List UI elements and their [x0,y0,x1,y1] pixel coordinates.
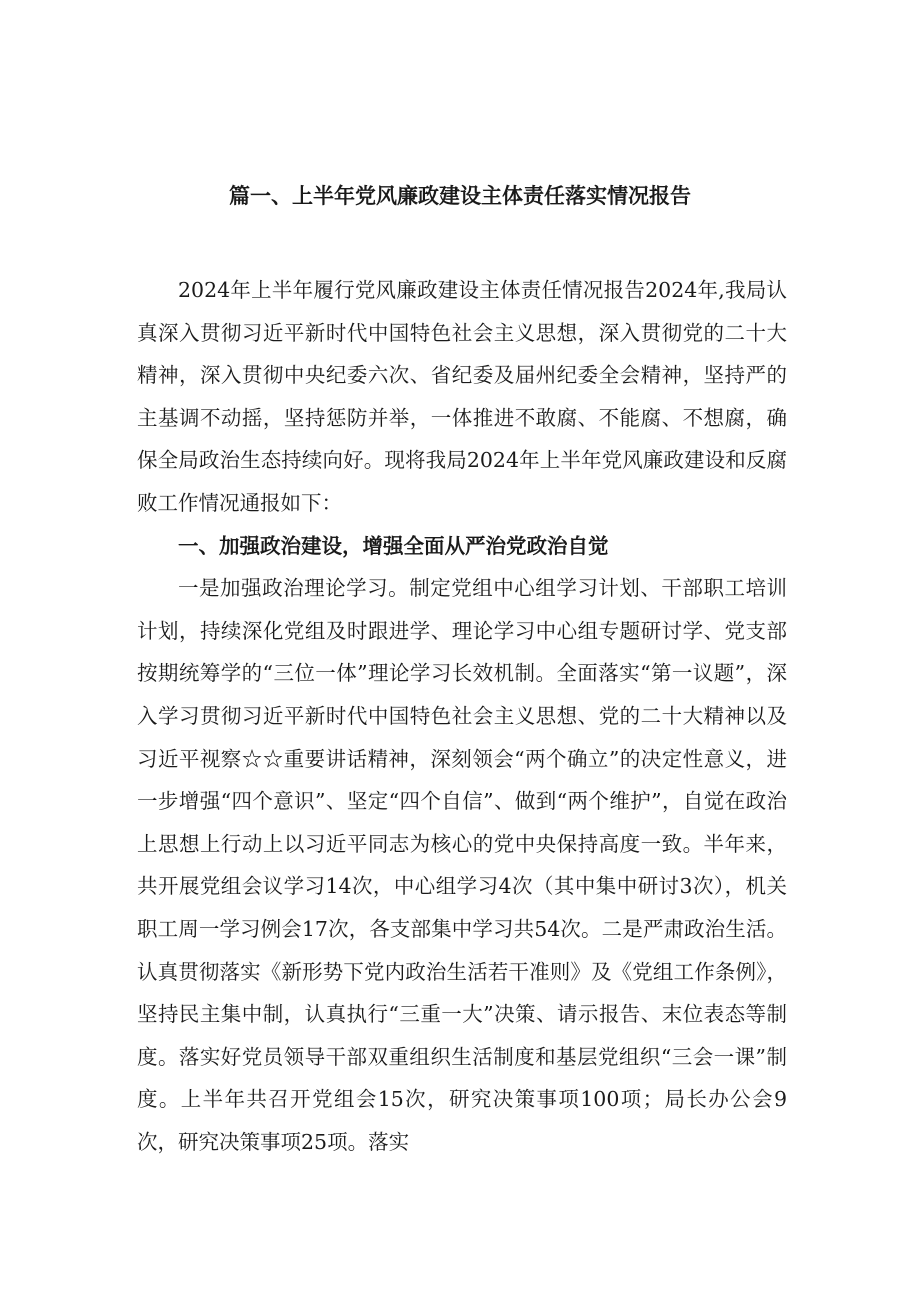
intro-paragraph: 2024年上半年履行党风廉政建设主体责任情况报告2024年,我局认真深入贯彻习近平新时代中国特色社会主义思想，深入贯彻党的二十大精神，深入贯彻中央纪委六次、省纪委及届州纪委全会精神，坚持严的主基调不动摇，坚持惩防并举，一体推进不敢腐、不能腐、不想腐，确保全局政治生态持续向好。现将我局2024年上半年党风廉政建设和反腐败工作情况通报如下： [137,278,787,515]
document-title: 篇一、上半年党风廉政建设主体责任落实情况报告 [229,184,691,208]
section-heading-1: 一、加强政治建设，增强全面从严治党政治自觉 [178,533,609,558]
section-1-paragraph: 一是加强政治理论学习。制定党组中心组学习计划、干部职工培训计划，持续深化党组及时跟进学、理论学习中心组专题研讨学、党支部按期统筹学的“三位一体”理论学习长效机制。全面落实“第一议题”，深入学习贯彻习近平新时代中国特色社会主义思想、党的二十大精神以及习近平视察☆☆重要讲话精神，深刻领会“两个确立”的决定性意义，进一步增强“四个意识”、坚定“四个自信”、做到“两个维护”，自觉在政治上思想上行动上以习近平同志为核心的党中央保持高度一致。半年来，共开展党组会议学习14次，中心组学习4次（其中集中研讨3次），机关职工周一学习例会17次，各支部集中学习共54次。二是严肃政治生活。认真贯彻落实《新形势下党内政治生活若干准则》及《党组工作条例》，坚持民主集中制，认真执行“三重一大”决策、请示报告、末位表态等制度。落实好党员领导干部双重组织生活制度和基层党组织“三会一课”制度。上半年共召开党组会15次，研究决策事项100项；局长办公会9次，研究决策事项25项。落实 [137,576,787,1154]
document-body [137,269,787,1163]
